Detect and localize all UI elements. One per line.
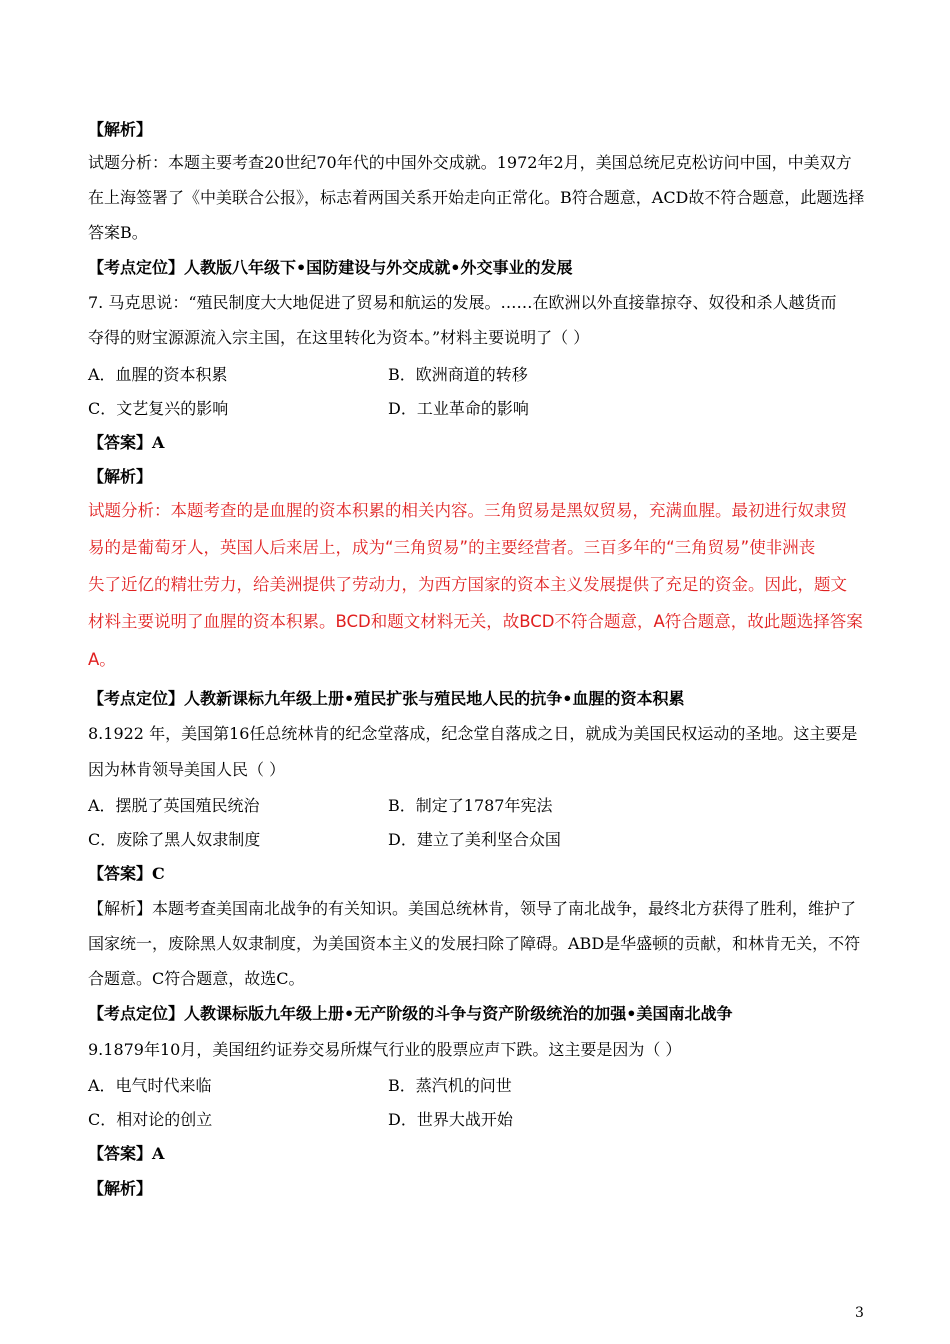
analysis-heading: 【解析】 <box>88 120 153 139</box>
question-9-options-row <box>88 1075 872 1097</box>
option-a: A．电气时代来临 <box>88 1076 212 1095</box>
analysis-text-red: A。 <box>88 650 116 669</box>
analysis-text-red: 失了近亿的精壮劳力，给美洲提供了劳动力，为西方国家的资本主义发展提供了充足的资金。因此，题文 <box>88 575 847 594</box>
option-b: B．欧洲商道的转移 <box>388 365 528 384</box>
question-9-options-row <box>88 1109 872 1131</box>
page-number: 3 <box>855 1305 864 1321</box>
question-8-stem: 因为林肯领导美国人民（ ） <box>88 760 286 779</box>
option-c: C．文艺复兴的影响 <box>88 399 229 418</box>
analysis-text: 答案B。 <box>88 223 148 242</box>
answer-label: 【答案】A <box>88 433 165 452</box>
question-8-options-row <box>88 829 872 851</box>
question-7-stem: 夺得的财宝源源流入宗主国，在这里转化为资本。”材料主要说明了（ ） <box>88 328 590 347</box>
option-d: D．世界大战开始 <box>388 1110 513 1129</box>
analysis-text-red: 试题分析：本题考查的是血腥的资本积累的相关内容。三角贸易是黑奴贸易，充满血腥。最初进行奴隶贸 <box>88 501 847 520</box>
knowledge-point: 【考点定位】人教课标版九年级上册•无产阶级的斗争与资产阶级统治的加强•美国南北战争 <box>88 1004 733 1023</box>
question-7-stem: 7. 马克思说：“殖民制度大大地促进了贸易和航运的发展。……在欧洲以外直接靠掠夺、奴役和杀人越货而 <box>88 293 837 312</box>
option-c: C．相对论的创立 <box>88 1110 213 1129</box>
option-b: B．蒸汽机的问世 <box>388 1076 512 1095</box>
question-7-options-row <box>88 398 872 420</box>
question-9-stem: 9.1879年10月，美国纽约证券交易所煤气行业的股票应声下跌。这主要是因为（ ） <box>88 1040 682 1059</box>
analysis-text-red: 材料主要说明了血腥的资本积累。BCD和题文材料无关，故BCD不符合题意，A符合题意，故此题选择答案 <box>88 612 863 631</box>
question-7-options-row <box>88 364 872 386</box>
option-d: D．工业革命的影响 <box>388 399 529 418</box>
analysis-heading: 【解析】 <box>88 467 153 486</box>
option-c: C．废除了黑人奴隶制度 <box>88 830 261 849</box>
option-a: A．摆脱了英国殖民统治 <box>88 796 260 815</box>
option-a: A．血腥的资本积累 <box>88 365 228 384</box>
option-b: B．制定了1787年宪法 <box>388 796 553 815</box>
analysis-text: 合题意。C符合题意，故选C。 <box>88 969 305 988</box>
analysis-text: 【解析】本题考查美国南北战争的有关知识。美国总统林肯，领导了南北战争，最终北方获得了胜利，维护了 <box>88 899 857 918</box>
analysis-text: 在上海签署了《中美联合公报》，标志着两国关系开始走向正常化。B符合题意，ACD故不符合题意，此题选择 <box>88 188 865 207</box>
analysis-text-red: 易的是葡萄牙人，英国人后来居上，成为“三角贸易”的主要经营者。三百多年的“三角贸易”使非洲丧 <box>88 538 816 557</box>
answer-label: 【答案】C <box>88 864 165 883</box>
question-8-stem: 8.1922 年，美国第16任总统林肯的纪念堂落成，纪念堂自落成之日，就成为美国民权运动的圣地。这主要是 <box>88 724 858 743</box>
analysis-text: 试题分析：本题主要考查20世纪70年代的中国外交成就。1972年2月，美国总统尼克松访问中国，中美双方 <box>88 153 852 172</box>
knowledge-point: 【考点定位】人教版八年级下•国防建设与外交成就•外交事业的发展 <box>88 258 573 277</box>
option-d: D．建立了美利坚合众国 <box>388 830 561 849</box>
answer-label: 【答案】A <box>88 1144 165 1163</box>
question-8-options-row <box>88 795 872 817</box>
knowledge-point: 【考点定位】人教新课标九年级上册•殖民扩张与殖民地人民的抗争•血腥的资本积累 <box>88 689 685 708</box>
analysis-text: 国家统一，废除黑人奴隶制度，为美国资本主义的发展扫除了障碍。ABD是华盛顿的贡献，和林肯无关，不符 <box>88 934 861 953</box>
analysis-heading: 【解析】 <box>88 1179 153 1198</box>
